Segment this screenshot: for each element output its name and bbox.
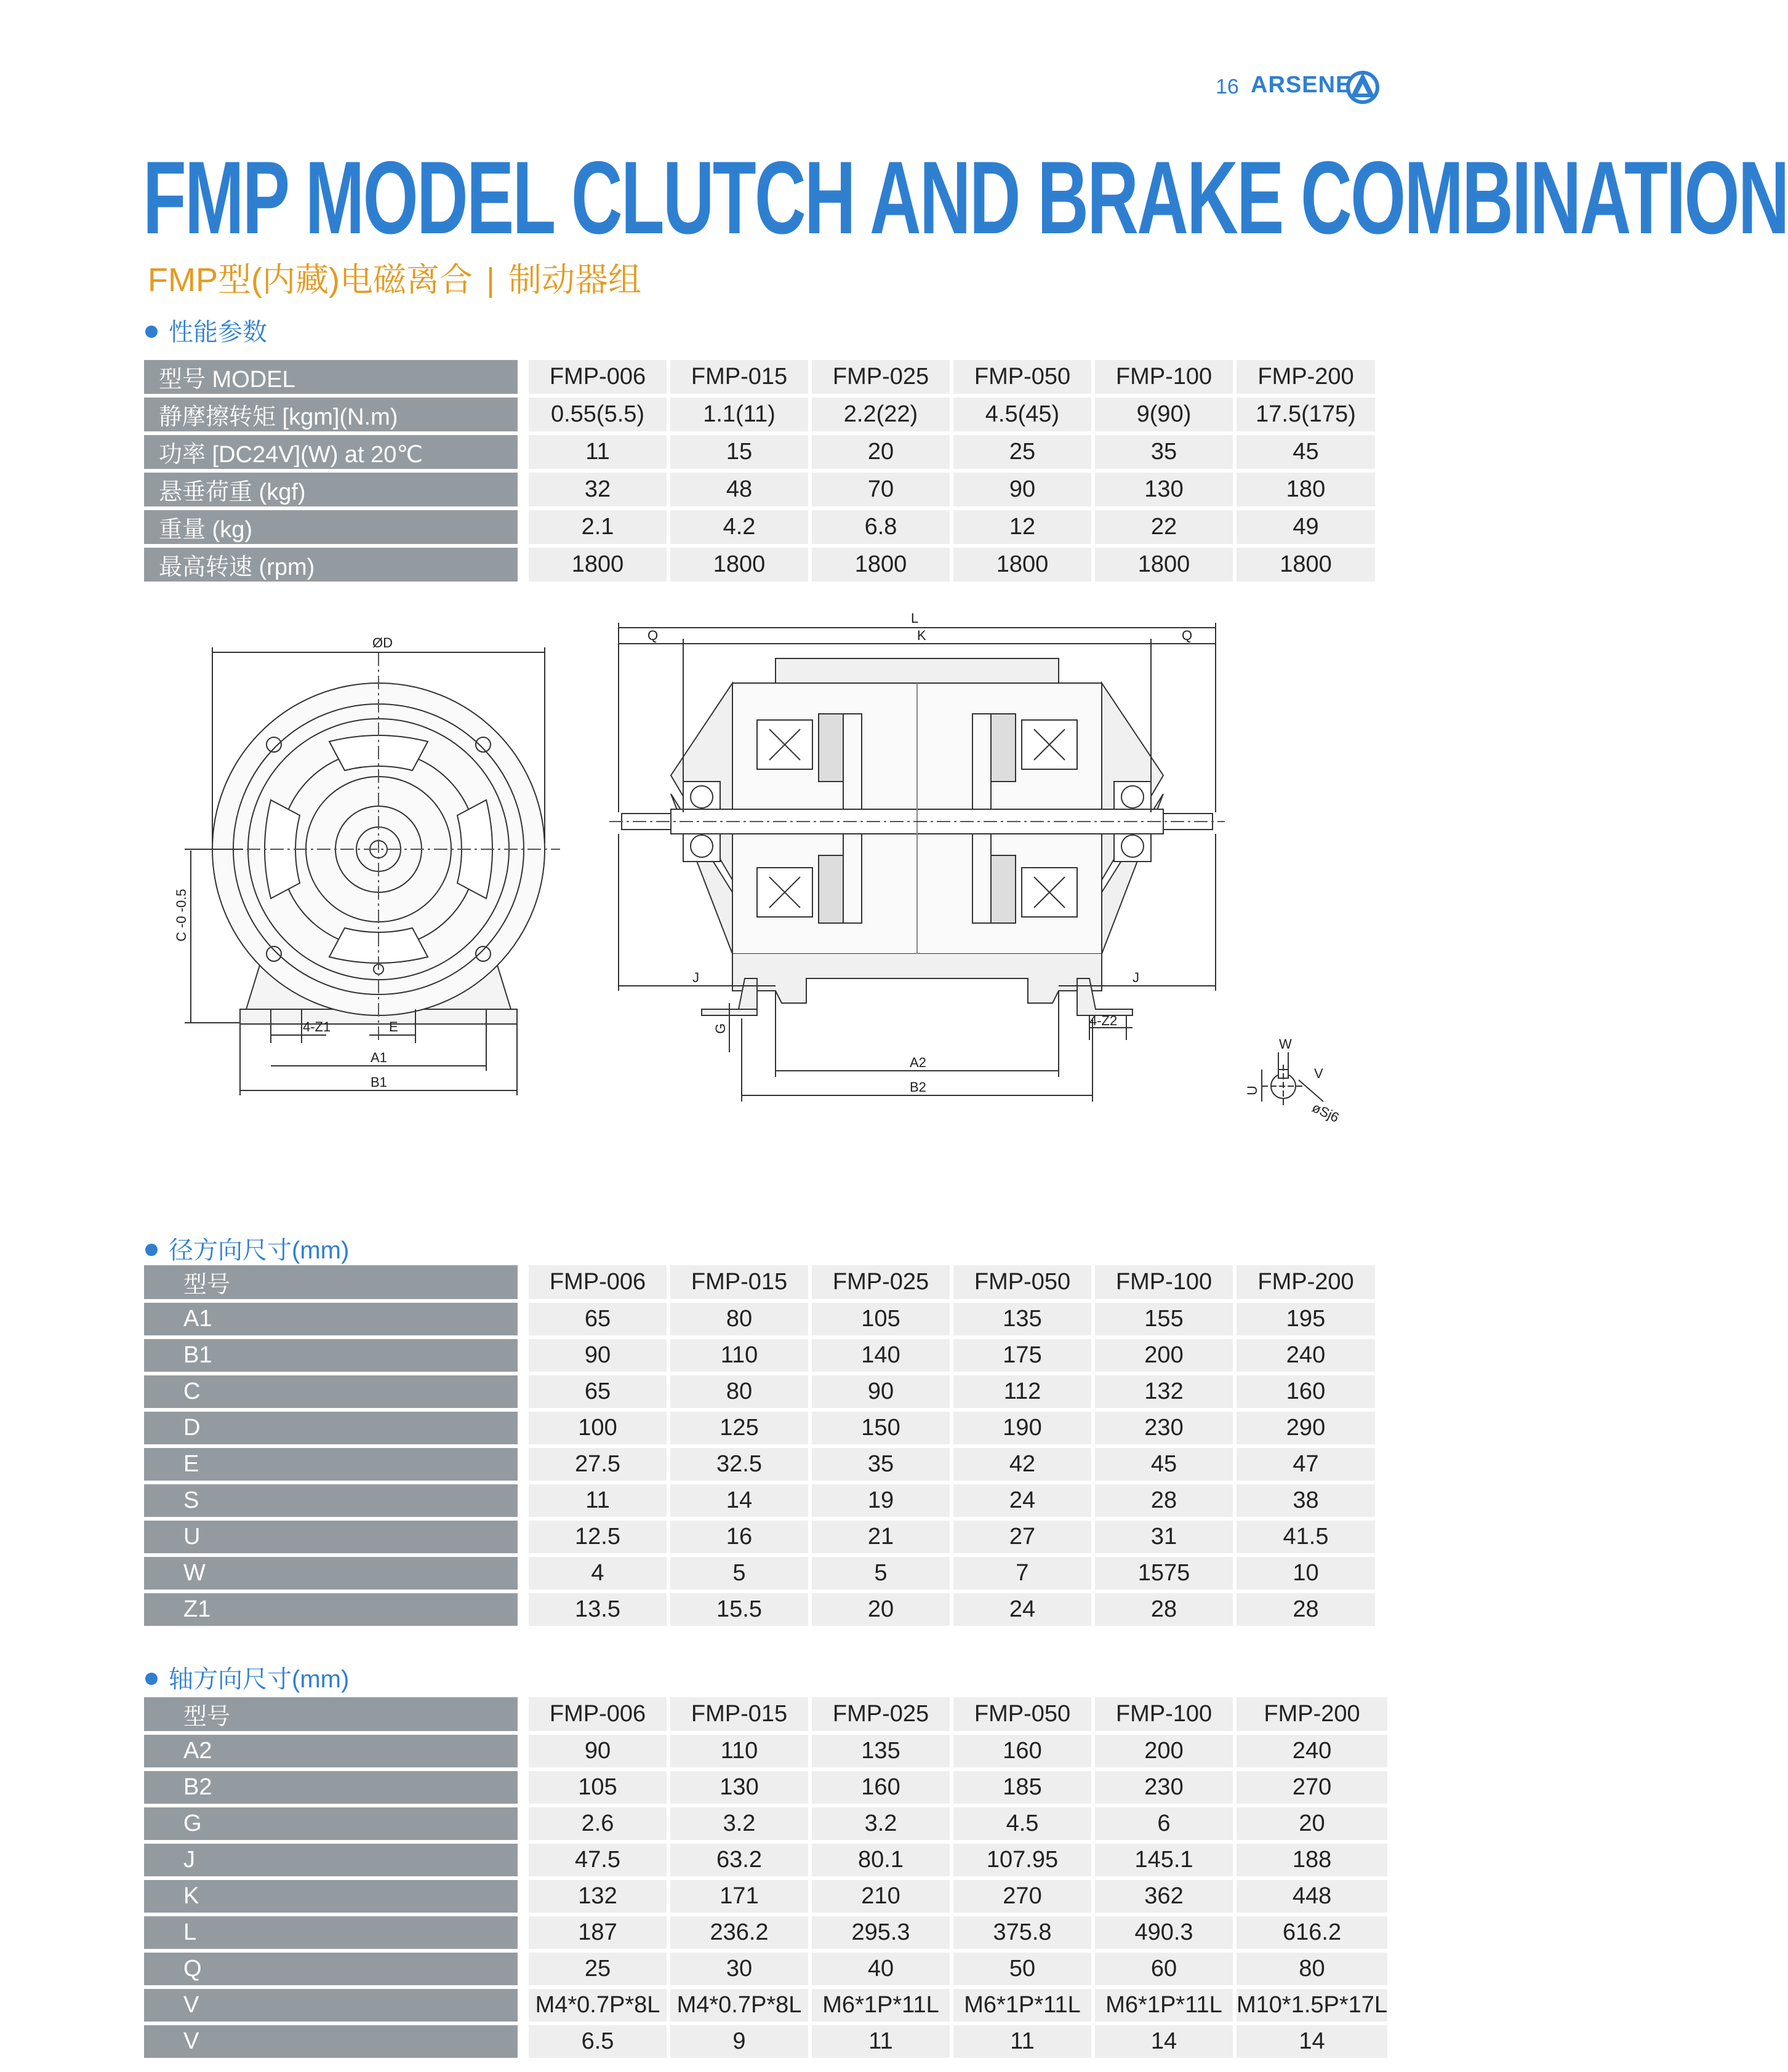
row-label: B2 bbox=[144, 1771, 529, 1804]
table-cell: 490.3 bbox=[1095, 1916, 1237, 1949]
table-row bbox=[144, 1593, 1375, 1626]
table-cell: 28 bbox=[1095, 1484, 1237, 1517]
table-cell: 80.1 bbox=[812, 1844, 953, 1876]
table-cell: 45 bbox=[1237, 435, 1375, 469]
label-q-right: Q bbox=[1182, 628, 1193, 643]
table-cell: 14 bbox=[1095, 2025, 1237, 2058]
table-cell: 3.2 bbox=[670, 1807, 812, 1840]
table-cell: 47 bbox=[1237, 1448, 1375, 1481]
table-cell: 28 bbox=[1095, 1593, 1237, 1626]
label-z1: 4-Z1 bbox=[303, 1019, 331, 1034]
table-cell: FMP-015 bbox=[670, 1697, 812, 1731]
table-cell: FMP-100 bbox=[1095, 1697, 1237, 1731]
table-cell: 25 bbox=[953, 435, 1095, 469]
table-row bbox=[144, 473, 1375, 506]
table-row bbox=[144, 398, 1375, 431]
row-label: 型号 bbox=[144, 1697, 529, 1731]
table-cell: 295.3 bbox=[812, 1916, 953, 1949]
table-cell: 240 bbox=[1237, 1339, 1375, 1372]
table-cell: FMP-050 bbox=[953, 360, 1095, 394]
table-cell: 160 bbox=[953, 1735, 1095, 1767]
front-view-drawing bbox=[185, 647, 560, 1095]
table-cell: 132 bbox=[529, 1880, 670, 1913]
table-cell: 200 bbox=[1095, 1339, 1237, 1372]
table-cell: 15.5 bbox=[670, 1593, 812, 1626]
table-cell: FMP-025 bbox=[812, 1697, 953, 1731]
table-cell: 4 bbox=[529, 1557, 670, 1590]
table-row bbox=[144, 2025, 1387, 2058]
table-cell: 20 bbox=[812, 435, 953, 469]
label-k: K bbox=[917, 628, 926, 643]
table-cell: FMP-015 bbox=[670, 360, 812, 394]
table-cell: 4.5(45) bbox=[953, 398, 1095, 431]
table-cell: FMP-200 bbox=[1237, 1265, 1375, 1299]
table-cell: 2.2(22) bbox=[812, 398, 953, 431]
table-cell: 105 bbox=[812, 1303, 953, 1335]
performance-table bbox=[144, 356, 1375, 585]
table-row bbox=[144, 1735, 1387, 1767]
table-cell: 21 bbox=[812, 1521, 953, 1553]
table-cell: 200 bbox=[1095, 1735, 1237, 1767]
table-row bbox=[144, 1412, 1375, 1444]
table-row bbox=[144, 1953, 1387, 1985]
table-row bbox=[144, 1303, 1375, 1335]
table-cell: 24 bbox=[953, 1593, 1095, 1626]
table-cell: 187 bbox=[529, 1916, 670, 1949]
page-number: 16 bbox=[1216, 75, 1239, 98]
table-cell: 3.2 bbox=[812, 1807, 953, 1840]
table-cell: 24 bbox=[953, 1484, 1095, 1517]
table-cell: 100 bbox=[529, 1412, 670, 1444]
table-row bbox=[144, 1916, 1387, 1949]
label-c-tolerance: C -0 -0.5 bbox=[174, 889, 189, 942]
table-cell: 6.8 bbox=[812, 510, 953, 544]
label-g: G bbox=[713, 1023, 728, 1034]
table-cell: 270 bbox=[1237, 1771, 1387, 1804]
table-cell: 11 bbox=[812, 2025, 953, 2058]
label-w: W bbox=[1279, 1036, 1292, 1052]
table-cell: 240 bbox=[1237, 1735, 1387, 1767]
label-v: V bbox=[1314, 1066, 1323, 1081]
table-cell: 47.5 bbox=[529, 1844, 670, 1876]
row-label: 悬垂荷重 (kgf) bbox=[144, 473, 529, 506]
table-cell: 1575 bbox=[1095, 1557, 1237, 1590]
table-cell: 4.2 bbox=[670, 510, 812, 544]
table-cell: 1.1(11) bbox=[670, 398, 812, 431]
table-cell: M10*1.5P*17L bbox=[1237, 1989, 1387, 2022]
table-cell: 130 bbox=[1095, 473, 1237, 506]
table-cell: 160 bbox=[812, 1771, 953, 1804]
table-cell: 15 bbox=[670, 435, 812, 469]
table-row bbox=[144, 1697, 1387, 1731]
row-label: 静摩擦转矩 [kgm](N.m) bbox=[144, 398, 529, 431]
table-row bbox=[144, 1771, 1387, 1804]
axial-heading-text: 轴方向尺寸(mm) bbox=[169, 1666, 350, 1693]
axial-heading bbox=[145, 1660, 349, 1695]
arsene-triangle-logo-icon bbox=[1344, 69, 1381, 103]
table-cell: 112 bbox=[953, 1375, 1095, 1408]
table-cell: FMP-006 bbox=[529, 1697, 670, 1731]
table-cell: 42 bbox=[953, 1448, 1095, 1481]
side-section-drawing bbox=[609, 623, 1225, 1102]
table-cell: FMP-050 bbox=[953, 1265, 1095, 1299]
row-label: Q bbox=[144, 1953, 529, 1985]
table-cell: FMP-006 bbox=[529, 1265, 670, 1299]
row-label: A1 bbox=[144, 1303, 529, 1335]
label-s: øSj6 bbox=[1309, 1099, 1342, 1126]
table-cell: 14 bbox=[670, 1484, 812, 1517]
table-cell: 90 bbox=[953, 473, 1095, 506]
table-cell: 150 bbox=[812, 1412, 953, 1444]
table-cell: 5 bbox=[812, 1557, 953, 1590]
table-cell: 16 bbox=[670, 1521, 812, 1553]
table-cell: 80 bbox=[670, 1303, 812, 1335]
table-row bbox=[144, 360, 1375, 394]
table-cell: 41.5 bbox=[1237, 1521, 1375, 1553]
table-cell: FMP-100 bbox=[1095, 360, 1237, 394]
table-row bbox=[144, 1880, 1387, 1913]
table-row bbox=[144, 510, 1375, 544]
table-row bbox=[144, 548, 1375, 582]
label-j-left: J bbox=[692, 970, 699, 985]
table-cell: 0.55(5.5) bbox=[529, 398, 670, 431]
table-cell: 11 bbox=[529, 435, 670, 469]
label-a1: A1 bbox=[371, 1050, 387, 1065]
table-cell: 35 bbox=[812, 1448, 953, 1481]
row-label: E bbox=[144, 1448, 529, 1481]
table-cell: FMP-025 bbox=[812, 1265, 953, 1299]
table-cell: 190 bbox=[953, 1412, 1095, 1444]
table-cell: 4.5 bbox=[953, 1807, 1095, 1840]
label-j-right: J bbox=[1133, 970, 1139, 985]
table-cell: FMP-200 bbox=[1237, 1697, 1387, 1731]
table-cell: 132 bbox=[1095, 1375, 1237, 1408]
table-cell: 1800 bbox=[1095, 548, 1237, 582]
row-label: L bbox=[144, 1916, 529, 1949]
radial-dimension-table bbox=[144, 1262, 1375, 1630]
bullet-dot-icon bbox=[145, 326, 158, 338]
table-row bbox=[144, 1265, 1375, 1299]
axial-dimension-table bbox=[144, 1694, 1387, 2062]
table-cell: 185 bbox=[953, 1771, 1095, 1804]
table-cell: 270 bbox=[953, 1880, 1095, 1913]
table-cell: 1800 bbox=[529, 548, 670, 582]
table-row bbox=[144, 1844, 1387, 1876]
table-cell: 20 bbox=[812, 1593, 953, 1626]
table-cell: 48 bbox=[670, 473, 812, 506]
row-label: D bbox=[144, 1412, 529, 1444]
table-cell: 375.8 bbox=[953, 1916, 1095, 1949]
table-cell: 230 bbox=[1095, 1771, 1237, 1804]
table-cell: 49 bbox=[1237, 510, 1375, 544]
table-cell: 6.5 bbox=[529, 2025, 670, 2058]
table-cell: M6*1P*11L bbox=[812, 1989, 953, 2022]
table-cell: FMP-200 bbox=[1237, 360, 1375, 394]
table-cell: 17.5(175) bbox=[1237, 398, 1375, 431]
table-row bbox=[144, 1557, 1375, 1590]
table-cell: 107.95 bbox=[953, 1844, 1095, 1876]
table-cell: 22 bbox=[1095, 510, 1237, 544]
row-label: J bbox=[144, 1844, 529, 1876]
table-cell: 230 bbox=[1095, 1412, 1237, 1444]
table-cell: 45 bbox=[1095, 1448, 1237, 1481]
table-cell: 32.5 bbox=[670, 1448, 812, 1481]
table-cell: 80 bbox=[1237, 1953, 1387, 1985]
table-cell: 63.2 bbox=[670, 1844, 812, 1876]
row-label: C bbox=[144, 1375, 529, 1408]
table-cell: FMP-015 bbox=[670, 1265, 812, 1299]
brand-name: ARSENE bbox=[1251, 72, 1352, 98]
page-title: FMP MODEL CLUTCH AND BRAKE COMBINATION bbox=[143, 140, 1788, 255]
row-label: Z1 bbox=[144, 1593, 529, 1626]
table-cell: 12 bbox=[953, 510, 1095, 544]
table-cell: 135 bbox=[953, 1303, 1095, 1335]
row-label: W bbox=[144, 1557, 529, 1590]
table-cell: 14 bbox=[1237, 2025, 1387, 2058]
subtitle-right: 制动器组 bbox=[508, 262, 641, 298]
table-cell: FMP-100 bbox=[1095, 1265, 1237, 1299]
row-label: V bbox=[144, 1989, 529, 2022]
table-cell: 40 bbox=[812, 1953, 953, 1985]
label-a2: A2 bbox=[910, 1055, 926, 1070]
table-row bbox=[144, 1339, 1375, 1372]
table-cell: 130 bbox=[670, 1771, 812, 1804]
table-cell: FMP-050 bbox=[953, 1697, 1095, 1731]
table-cell: 60 bbox=[1095, 1953, 1237, 1985]
table-cell: M4*0.7P*8L bbox=[529, 1989, 670, 2022]
table-cell: 27 bbox=[953, 1521, 1095, 1553]
table-cell: 7 bbox=[953, 1557, 1095, 1590]
table-cell: 11 bbox=[529, 1484, 670, 1517]
table-cell: 195 bbox=[1237, 1303, 1375, 1335]
table-row bbox=[144, 1521, 1375, 1553]
bullet-dot-icon bbox=[145, 1673, 158, 1685]
row-label: V bbox=[144, 2025, 529, 2058]
table-cell: 5 bbox=[670, 1557, 812, 1590]
table-cell: 145.1 bbox=[1095, 1844, 1237, 1876]
table-cell: 31 bbox=[1095, 1521, 1237, 1553]
table-cell: 160 bbox=[1237, 1375, 1375, 1408]
row-label: B1 bbox=[144, 1339, 529, 1372]
table-cell: 155 bbox=[1095, 1303, 1237, 1335]
table-row bbox=[144, 1484, 1375, 1517]
table-cell: 12.5 bbox=[529, 1521, 670, 1553]
label-z2: 4-Z2 bbox=[1089, 1013, 1118, 1028]
table-cell: 105 bbox=[529, 1771, 670, 1804]
table-cell: FMP-025 bbox=[812, 360, 953, 394]
table-cell: 19 bbox=[812, 1484, 953, 1517]
row-label: A2 bbox=[144, 1735, 529, 1767]
row-label: S bbox=[144, 1484, 529, 1517]
table-cell: 25 bbox=[529, 1953, 670, 1985]
performance-heading bbox=[145, 313, 267, 348]
label-phi-d: ØD bbox=[372, 635, 393, 650]
table-cell: 30 bbox=[670, 1953, 812, 1985]
table-cell: 9 bbox=[670, 2025, 812, 2058]
table-row bbox=[144, 1989, 1387, 2022]
table-cell: 448 bbox=[1237, 1880, 1387, 1913]
table-cell: 27.5 bbox=[529, 1448, 670, 1481]
table-cell: 290 bbox=[1237, 1412, 1375, 1444]
table-cell: 180 bbox=[1237, 473, 1375, 506]
label-b1: B1 bbox=[371, 1074, 387, 1090]
table-cell: 90 bbox=[812, 1375, 953, 1408]
performance-heading-text: 性能参数 bbox=[169, 319, 267, 346]
table-cell: 110 bbox=[670, 1735, 812, 1767]
radial-heading-text: 径方向尺寸(mm) bbox=[169, 1237, 350, 1264]
table-cell: 1800 bbox=[953, 548, 1095, 582]
table-cell: 80 bbox=[670, 1375, 812, 1408]
bullet-dot-icon bbox=[145, 1244, 158, 1256]
table-cell: 90 bbox=[529, 1339, 670, 1372]
row-label: U bbox=[144, 1521, 529, 1553]
row-label: K bbox=[144, 1880, 529, 1913]
table-cell: 1800 bbox=[670, 548, 812, 582]
table-cell: 70 bbox=[812, 473, 953, 506]
table-cell: 35 bbox=[1095, 435, 1237, 469]
table-cell: 616.2 bbox=[1237, 1916, 1387, 1949]
table-cell: 1800 bbox=[1237, 548, 1375, 582]
table-cell: 65 bbox=[529, 1375, 670, 1408]
table-cell: 11 bbox=[953, 2025, 1095, 2058]
row-label: 型号 bbox=[144, 1265, 529, 1299]
row-label: 功率 [DC24V](W) at 20℃ bbox=[144, 435, 529, 469]
table-cell: 32 bbox=[529, 473, 670, 506]
row-label: G bbox=[144, 1807, 529, 1840]
table-cell: M4*0.7P*8L bbox=[670, 1989, 812, 2022]
table-cell: 20 bbox=[1237, 1807, 1387, 1840]
radial-heading bbox=[145, 1231, 349, 1266]
table-cell: FMP-006 bbox=[529, 360, 670, 394]
table-cell: 90 bbox=[529, 1735, 670, 1767]
row-label: 重量 (kg) bbox=[144, 510, 529, 544]
table-cell: 13.5 bbox=[529, 1593, 670, 1626]
table-row bbox=[144, 1375, 1375, 1408]
technical-drawing bbox=[142, 609, 1391, 1163]
table-cell: 28 bbox=[1237, 1593, 1375, 1626]
table-cell: 50 bbox=[953, 1953, 1095, 1985]
table-cell: 6 bbox=[1095, 1807, 1237, 1840]
table-cell: 1800 bbox=[812, 548, 953, 582]
table-cell: 2.6 bbox=[529, 1807, 670, 1840]
table-cell: 10 bbox=[1237, 1557, 1375, 1590]
label-l: L bbox=[911, 610, 919, 626]
table-cell: 2.1 bbox=[529, 510, 670, 544]
row-label: 最高转速 (rpm) bbox=[144, 548, 529, 582]
label-q-left: Q bbox=[647, 628, 659, 643]
table-row bbox=[144, 1807, 1387, 1840]
table-cell: 125 bbox=[670, 1412, 812, 1444]
table-cell: 175 bbox=[953, 1339, 1095, 1372]
table-cell: 188 bbox=[1237, 1844, 1387, 1876]
label-b2: B2 bbox=[910, 1079, 926, 1095]
page-subtitle bbox=[148, 254, 641, 301]
table-cell: M6*1P*11L bbox=[953, 1989, 1095, 2022]
table-row bbox=[144, 435, 1375, 469]
subtitle-separator: | bbox=[486, 262, 495, 298]
table-cell: 210 bbox=[812, 1880, 953, 1913]
label-e: E bbox=[389, 1019, 398, 1034]
table-cell: M6*1P*11L bbox=[1095, 1989, 1237, 2022]
table-cell: 38 bbox=[1237, 1484, 1375, 1517]
label-u: U bbox=[1245, 1086, 1260, 1095]
table-cell: 135 bbox=[812, 1735, 953, 1767]
table-row bbox=[144, 1448, 1375, 1481]
table-cell: 9(90) bbox=[1095, 398, 1237, 431]
table-cell: 140 bbox=[812, 1339, 953, 1372]
table-cell: 362 bbox=[1095, 1880, 1237, 1913]
subtitle-left: FMP型(内藏)电磁离合 bbox=[148, 262, 473, 298]
table-cell: 236.2 bbox=[670, 1916, 812, 1949]
table-cell: 171 bbox=[670, 1880, 812, 1913]
row-label: 型号 MODEL bbox=[144, 360, 529, 394]
table-cell: 110 bbox=[670, 1339, 812, 1372]
table-cell: 65 bbox=[529, 1303, 670, 1335]
